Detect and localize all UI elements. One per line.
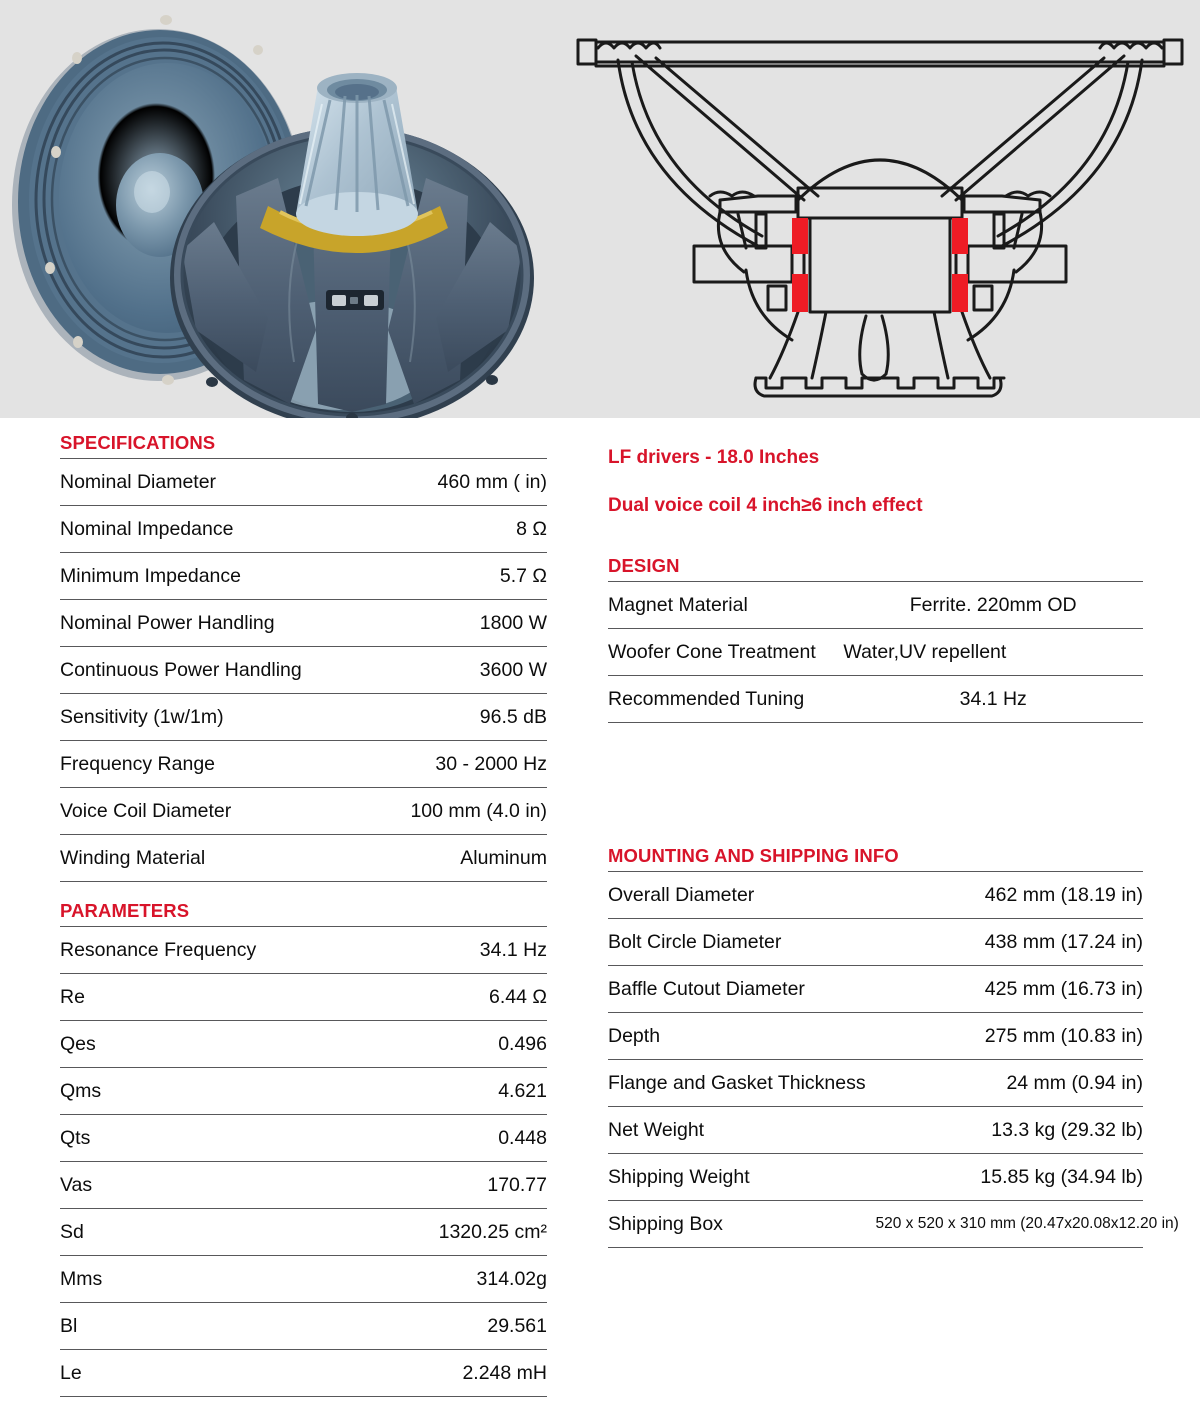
spec-value: 96.5 dB: [304, 694, 548, 741]
table-row: [608, 919, 1143, 966]
spec-label: Voice Coil Diameter: [60, 788, 304, 835]
table-row: [60, 459, 547, 506]
table-row: [608, 629, 1143, 676]
parameters-table: [60, 926, 547, 1397]
spec-label: Sensitivity (1w/1m): [60, 694, 304, 741]
design-table: [608, 581, 1143, 723]
table-row: [608, 1107, 1143, 1154]
table-row: [60, 788, 547, 835]
spec-value: 1800 W: [304, 600, 548, 647]
table-row: [60, 1350, 547, 1397]
spec-value: 8 Ω: [304, 506, 548, 553]
spec-label: Frequency Range: [60, 741, 304, 788]
param-label: Qms: [60, 1068, 304, 1115]
mounting-value: 462 mm (18.19 in): [876, 872, 1144, 919]
section-spacer: [608, 723, 1143, 845]
table-row: [608, 872, 1143, 919]
table-row: [60, 1162, 547, 1209]
design-label: Woofer Cone Treatment: [608, 629, 843, 676]
param-label: Qts: [60, 1115, 304, 1162]
spec-label: Continuous Power Handling: [60, 647, 304, 694]
table-row: [608, 966, 1143, 1013]
param-label: Vas: [60, 1162, 304, 1209]
right-column: [608, 432, 1179, 1248]
spec-label: Minimum Impedance: [60, 553, 304, 600]
table-row: [60, 1256, 547, 1303]
dual-voice-coil-tagline: Dual voice coil 4 inch≥6 inch effect: [608, 495, 923, 516]
spec-value: Aluminum: [304, 835, 548, 882]
parameters-heading: PARAMETERS: [60, 900, 190, 921]
design-value: Water,UV repellent: [843, 629, 1143, 676]
cross-section-drawing: [560, 0, 1200, 418]
spec-sheet-content: [0, 418, 1200, 1424]
table-row: [60, 1068, 547, 1115]
table-row: [608, 1060, 1143, 1107]
mounting-label: Shipping Box: [608, 1201, 876, 1248]
product-photo: [0, 0, 560, 418]
hero-image-band: [0, 0, 1200, 418]
param-value: 6.44 Ω: [304, 974, 548, 1021]
param-value: 314.02g: [304, 1256, 548, 1303]
mounting-label: Shipping Weight: [608, 1154, 876, 1201]
mounting-value: 13.3 kg (29.32 lb): [876, 1107, 1144, 1154]
table-row: [60, 553, 547, 600]
design-value: Ferrite. 220mm OD: [843, 582, 1143, 629]
mounting-label: Net Weight: [608, 1107, 876, 1154]
mounting-table: [608, 871, 1179, 1248]
mounting-value: 425 mm (16.73 in): [876, 966, 1144, 1013]
table-row: [60, 600, 547, 647]
left-column: [60, 432, 547, 1397]
spec-value: 3600 W: [304, 647, 548, 694]
param-label: Resonance Frequency: [60, 927, 304, 974]
design-value: 34.1 Hz: [843, 676, 1143, 723]
table-row: [60, 741, 547, 788]
param-value: 29.561: [304, 1303, 548, 1350]
spec-label: Nominal Impedance: [60, 506, 304, 553]
spec-value: 5.7 Ω: [304, 553, 548, 600]
param-label: Re: [60, 974, 304, 1021]
param-label: Mms: [60, 1256, 304, 1303]
mounting-label: Flange and Gasket Thickness: [608, 1060, 876, 1107]
specifications-table: [60, 458, 547, 882]
param-value: 34.1 Hz: [304, 927, 548, 974]
param-value: 1320.25 cm²: [304, 1209, 548, 1256]
design-label: Magnet Material: [608, 582, 843, 629]
table-row: [608, 1013, 1143, 1060]
table-row: [608, 676, 1143, 723]
mounting-heading: MOUNTING AND SHIPPING INFO: [608, 845, 899, 866]
spec-value: 30 - 2000 Hz: [304, 741, 548, 788]
mounting-value: 438 mm (17.24 in): [876, 919, 1144, 966]
mounting-label: Overall Diameter: [608, 872, 876, 919]
table-row: [60, 835, 547, 882]
mounting-label: Depth: [608, 1013, 876, 1060]
param-label: Qes: [60, 1021, 304, 1068]
mounting-value: 275 mm (10.83 in): [876, 1013, 1144, 1060]
table-row: [60, 974, 547, 1021]
spec-label: Nominal Diameter: [60, 459, 304, 506]
spec-value: 460 mm ( in): [304, 459, 548, 506]
mounting-label: Baffle Cutout Diameter: [608, 966, 876, 1013]
table-row: [608, 1201, 1143, 1248]
table-row: [608, 582, 1143, 629]
mounting-value: 520 x 520 x 310 mm (20.47x20.08x12.20 in): [876, 1201, 1144, 1248]
param-value: 170.77: [304, 1162, 548, 1209]
product-photo-svg: [0, 0, 560, 418]
design-label: Recommended Tuning: [608, 676, 843, 723]
mounting-value: 15.85 kg (34.94 lb): [876, 1154, 1144, 1201]
param-value: 0.496: [304, 1021, 548, 1068]
mounting-value: 24 mm (0.94 in): [876, 1060, 1144, 1107]
lf-drivers-tagline: LF drivers - 18.0 Inches: [608, 447, 820, 468]
table-row: [60, 1021, 547, 1068]
param-value: 4.621: [304, 1068, 548, 1115]
spec-label: Winding Material: [60, 835, 304, 882]
spec-value: 100 mm (4.0 in): [304, 788, 548, 835]
param-label: Bl: [60, 1303, 304, 1350]
table-row: [60, 1115, 547, 1162]
param-label: Le: [60, 1350, 304, 1397]
table-row: [60, 506, 547, 553]
table-row: [608, 1154, 1143, 1201]
design-heading: DESIGN: [608, 555, 680, 576]
mounting-label: Bolt Circle Diameter: [608, 919, 876, 966]
param-label: Sd: [60, 1209, 304, 1256]
param-value: 2.248 mH: [304, 1350, 548, 1397]
table-row: [60, 647, 547, 694]
spec-label: Nominal Power Handling: [60, 600, 304, 647]
cross-section-svg: [560, 0, 1200, 418]
table-row: [60, 927, 547, 974]
table-row: [60, 694, 547, 741]
table-row: [60, 1303, 547, 1350]
table-row: [60, 1209, 547, 1256]
specifications-heading: SPECIFICATIONS: [60, 432, 216, 453]
param-value: 0.448: [304, 1115, 548, 1162]
